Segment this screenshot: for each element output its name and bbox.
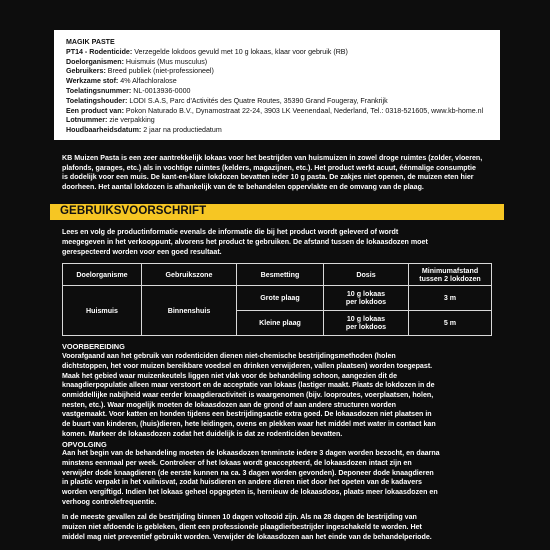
table-header: Besmetting: [237, 264, 324, 286]
table-cell-dosis: 10 g lokaas per lokdoos: [324, 311, 409, 336]
table-header-row: [63, 264, 492, 286]
table-cell-afstand: 5 m: [409, 311, 492, 336]
info-line-producer: Een product van: Pokon Naturado B.V., Dynamostraat 22-24, 3903 LK Veenendaal, Nederland, Tel.: 0318-521605, www.kb-home.nl: [66, 106, 484, 115]
voorbereiding-title: VOORBEREIDING: [62, 342, 125, 352]
info-line-users: Gebruikers: Breed publiek (niet-professioneel): [66, 67, 214, 76]
table-cell-besmetting: Grote plaag: [237, 286, 324, 311]
opvolging-title: OPVOLGING: [62, 439, 107, 449]
product-label: [50, 26, 504, 541]
table-cell-dosis: 10 g lokaas per lokdoos: [324, 286, 409, 311]
dosage-table: [62, 263, 492, 336]
table-header: Minimumafstand tussen 2 lokdozen: [409, 264, 492, 286]
product-intro: KB Muizen Pasta is een zeer aantrekkelijk lokaas voor het bestrijden van huismuizen in zowel droge ruimtes (zolder, vloeren, plafonds, garages, etc.) als in vochtige ruimtes (kelders, magazijnen, etc.). Het product werkt acuut, éénmalige consumptie is dodelijk voor een muis. De kant-en-klare lokdozen bevatten ieder 10 g pasta. De zakjes niet openen, de muizen eten hier doorheen. Het aantal lokdozen is afhankelijk van de te behandelen oppervlakte en de omvang van de plaag.: [62, 154, 483, 191]
product-info-box: [54, 30, 500, 140]
info-line-target: Doelorganismen: Huismuis (Mus musculus): [66, 57, 208, 66]
info-line-shelf: Houdbaarheidsdatum: 2 jaar na productiedatum: [66, 126, 222, 135]
voorbereiding-text: Voorafgaand aan het gebruik van rodenticiden dienen niet-chemische bestrijdingsmethoden (holen dichtstoppen, het voor muizen bereikbare voedsel en drinken verwijderen, vallen plaatsen) worden toegepast. Maak het gebied waar muizenkeutels liggen niet vlak voor de behandeling schoon, aangezien dit de knaagdierpopulatie alleen maar verstoort en de acceptatie van lokaas (lastiger maakt. Plaats de lokdozen in de onmiddellijke nabijheid waar eerder knaagdieractiviteit is waargenomen (bijv. looproutes, voerplaatsen, holen, nesten, etc.). Waar mogelijk moeten de lokaasdozen aan de grond of aan andere structuren worden vastgemaakt. Voor katten en honden tijdens een bestrijdingsactie extra goed. De lokaasdozen niet plaatsen in de buurt van kinderen, (huis)dieren, hete leidingen, ovens en plekken waar het middel met water in contact kan komen. Markeer de lokaasdozen zodat het duidelijk is dat ze rodenticiden bevatten.: [62, 352, 436, 438]
section-title: GEBRUIKSVOORSCHRIFT: [60, 205, 207, 218]
table-cell-afstand: 3 m: [409, 286, 492, 311]
section-header-bar: [50, 204, 504, 220]
table-cell-zone: Binnenshuis: [142, 286, 237, 336]
closing-text: In de meeste gevallen zal de bestrijding binnen 10 dagen voltooid zijn. Als na 28 dagen de bestrijding van muizen niet afdoende is gebleken, dient een professionele plaagdierbestrijder ingeschakeld te worden. Het middel mag niet preventief gebruikt worden. Verwijder de lokaasdozen aan het einde van de behandelperiode.: [62, 513, 432, 541]
product-name: MAGIK PASTE: [66, 38, 115, 46]
info-line-authno: Toelatingsnummer: NL-0013936-0000: [66, 86, 191, 95]
table-header: Dosis: [324, 264, 409, 286]
table-row: [63, 286, 492, 311]
section-intro: Lees en volg de productinformatie evenals de informatie die bij het product wordt geleverd of wordt meegegeven in het verkooppunt, alvorens het product te gebruiken. De afstand tussen de lokaasdozen moet gerespecteerd worden voor een goed resultaat.: [62, 228, 428, 256]
instructions: [62, 342, 492, 542]
info-line-active: Werkzame stof: 4% Alfachloralose: [66, 77, 177, 86]
opvolging-text: Aan het begin van de behandeling moeten de lokaasdozen tenminste iedere 3 dagen worden bezocht, en daarna minstens eenmaal per week. Controleer of het lokaas wordt geaccepteerd, de lokaasdozen intact zijn en verwijder dode knaagdieren (de eerste kunnen na ca. 3 dagen worden gevonden). Deponeer dode knaagdieren in plastic verpakt in het vuilnisvat, zodat huisdieren en andere dieren niet door het opeten van de kadavers worden vergiftigd. Indien het lokaas geheel opgegeten is, hernieuw de lokaasdoos, plaats meer lokaasdozen en verhoog controlefrequentie.: [62, 449, 440, 506]
table-cell-organism: Huismuis: [63, 286, 142, 336]
info-line-pt: PT14 - Rodenticide: Verzegelde lokdoos gevuld met 10 g lokaas, klaar voor gebruik (RB): [66, 47, 348, 56]
table-header: Doelorganisme: [63, 264, 142, 286]
table-header: Gebruikszone: [142, 264, 237, 286]
table-cell-besmetting: Kleine plaag: [237, 311, 324, 336]
info-line-lot: Lotnummer: zie verpakking: [66, 116, 155, 125]
info-line-holder: Toelatingshouder: LODI S.A.S, Parc d'Activités des Quatre Routes, 35390 Grand Fougeray, Frankrijk: [66, 96, 388, 105]
